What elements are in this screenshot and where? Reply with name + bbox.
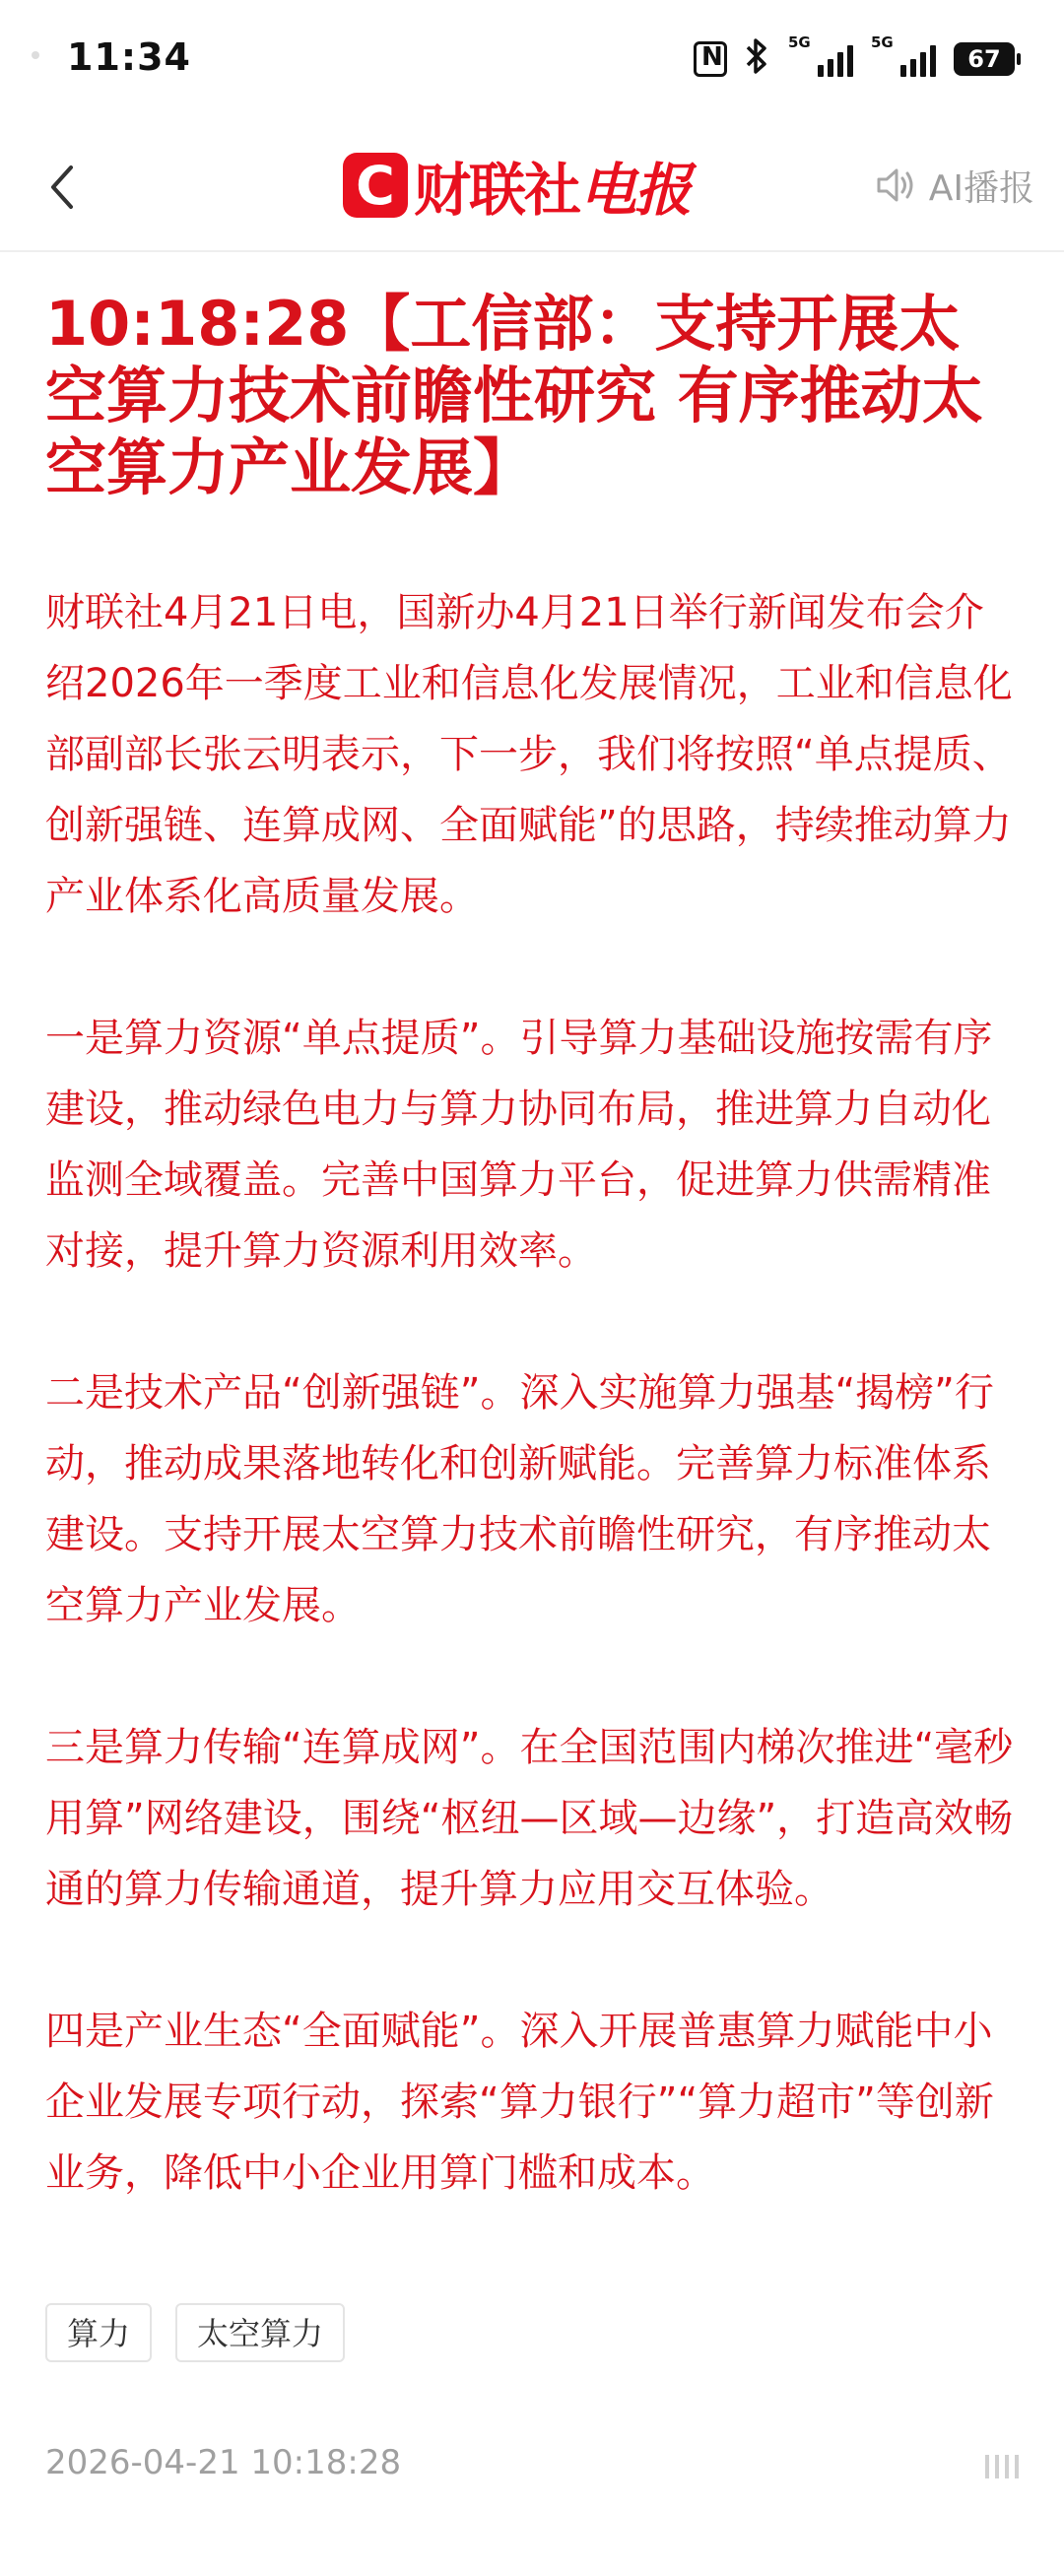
article-paragraph: 二是技术产品“创新强链”。深入实施算力强基“揭榜”行动，推动成果落地转化和创新赋能。完善算力标准体系建设。支持开展太空算力技术前瞻性研究，有序推动太空算力产业发展。: [45, 1370, 994, 1628]
battery-level: 67: [967, 45, 1001, 73]
publish-timestamp: 2026-04-21 10:18:28: [45, 2443, 402, 2482]
status-dot: [32, 51, 39, 59]
article-paragraph: 四是产业生态“全面赋能”。深入开展普惠算力赋能中小企业发展专项行动，探索“算力银行”“算力超市”等创新业务，降低中小企业用算门槛和成本。: [45, 2009, 994, 2196]
tag-taikong-suanli[interactable]: 太空算力: [175, 2303, 345, 2362]
signal-1-label: 5G: [788, 33, 811, 51]
article-paragraph: 三是算力传输“连算成网”。在全国范围内梯次推进“毫秒用算”网络建设，围绕“枢纽—区域—边缘”，打造高效畅通的算力传输通道，提升算力应用交互体验。: [45, 1725, 1014, 1912]
battery-icon: [954, 42, 1015, 76]
back-icon[interactable]: [39, 160, 89, 215]
brand-logo: [343, 148, 690, 223]
nfc-icon: [694, 41, 727, 77]
status-time: 11:34: [67, 35, 191, 79]
tag-list: [45, 2303, 345, 2362]
status-bar: [0, 0, 1064, 118]
article-paragraph: 一是算力资源“单点提质”。引导算力基础设施按需有序建设，推动绿色电力与算力协同布局，推进算力自动化监测全域覆盖。完善中国算力平台，促进算力供需精准对接，提升算力资源利用效率。: [45, 1016, 993, 1274]
signal-2-label: 5G: [871, 33, 894, 51]
signal-icon-1: [788, 33, 853, 77]
article-paragraph: 财联社4月21日电，国新办4月21日举行新闻发布会介绍2026年一季度工业和信息化发展情况，工业和信息化部副部长张云明表示，下一步，我们将按照“单点提质、创新强链、连算成网、全面赋能”的思路，持续推动算力产业体系化高质量发展。: [45, 590, 1013, 919]
ai-broadcast-label: AI播报: [928, 167, 1034, 209]
tag-suanli[interactable]: 算力: [45, 2303, 152, 2362]
logo-text-primary: 财联社: [414, 157, 580, 224]
logo-mark-icon: C: [343, 153, 408, 218]
article-headline: 10:18:28【工信部：支持开展太空算力技术前瞻性研究 有序推动太空算力产业发展】: [45, 288, 983, 503]
bluetooth-icon: [745, 37, 770, 81]
status-icons: [694, 33, 1015, 81]
speaker-icon: [874, 164, 917, 207]
app-header: [0, 118, 1064, 252]
ai-broadcast-button[interactable]: [874, 158, 1034, 213]
more-icon[interactable]: [981, 2451, 1025, 2482]
article-body: [45, 577, 1021, 2279]
logo-text-secondary: 电报: [579, 157, 691, 224]
signal-icon-2: [871, 33, 936, 77]
